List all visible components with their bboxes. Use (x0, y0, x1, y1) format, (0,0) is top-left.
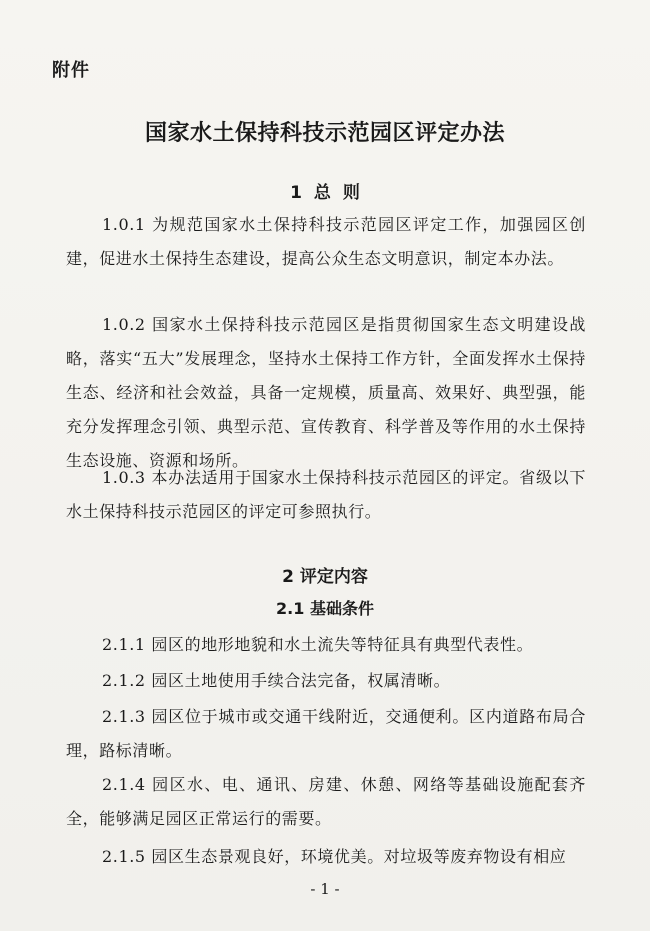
paragraph-2-1-1: 2.1.1 园区的地形地貌和水土流失等特征具有典型代表性。 (102, 635, 534, 654)
section-1-heading: 1 总 则 (290, 183, 360, 203)
paragraph-2-1-5: 2.1.5 园区生态景观良好，环境优美。对垃圾等废弃物设有相应 (102, 847, 567, 866)
attachment-label: 附件 (52, 60, 90, 81)
paragraph-2-1-4: 2.1.4 园区水、电、通讯、房建、休憩、网络等基础设施配套齐全，能够满足园区正常运行的需要。 (66, 775, 586, 828)
section-2-1-subheading: 2.1 基础条件 (276, 599, 374, 618)
paragraph-2-1-2: 2.1.2 园区土地使用手续合法完备，权属清晰。 (102, 671, 451, 690)
document-title: 国家水土保持科技示范园区评定办法 (144, 121, 505, 146)
paragraph-1-0-2: 1.0.2 国家水土保持科技示范园区是指贯彻国家生态文明建设战略，落实“五大”发展理念，坚持水土保持工作方针，全面发挥水土保持生态、经济和社会效益，具备一定规模，质量高、效果好、典型强，能充分发挥理念引领、典型示范、宣传教育、科学普及等作用的水土保持生态设施、资源和场所。 (66, 315, 586, 470)
paragraph-1-0-3: 1.0.3 本办法适用于国家水土保持科技示范园区的评定。省级以下水土保持科技示范园区的评定可参照执行。 (66, 468, 586, 521)
section-2-heading: 2 评定内容 (282, 567, 368, 587)
paragraph-1-0-1: 1.0.1 为规范国家水土保持科技示范园区评定工作，加强园区创建，促进水土保持生态建设，提高公众生态文明意识，制定本办法。 (66, 215, 586, 268)
page-number: - 1 - (310, 880, 340, 898)
paragraph-2-1-3: 2.1.3 园区位于城市或交通干线附近，交通便利。区内道路布局合理，路标清晰。 (66, 707, 586, 760)
